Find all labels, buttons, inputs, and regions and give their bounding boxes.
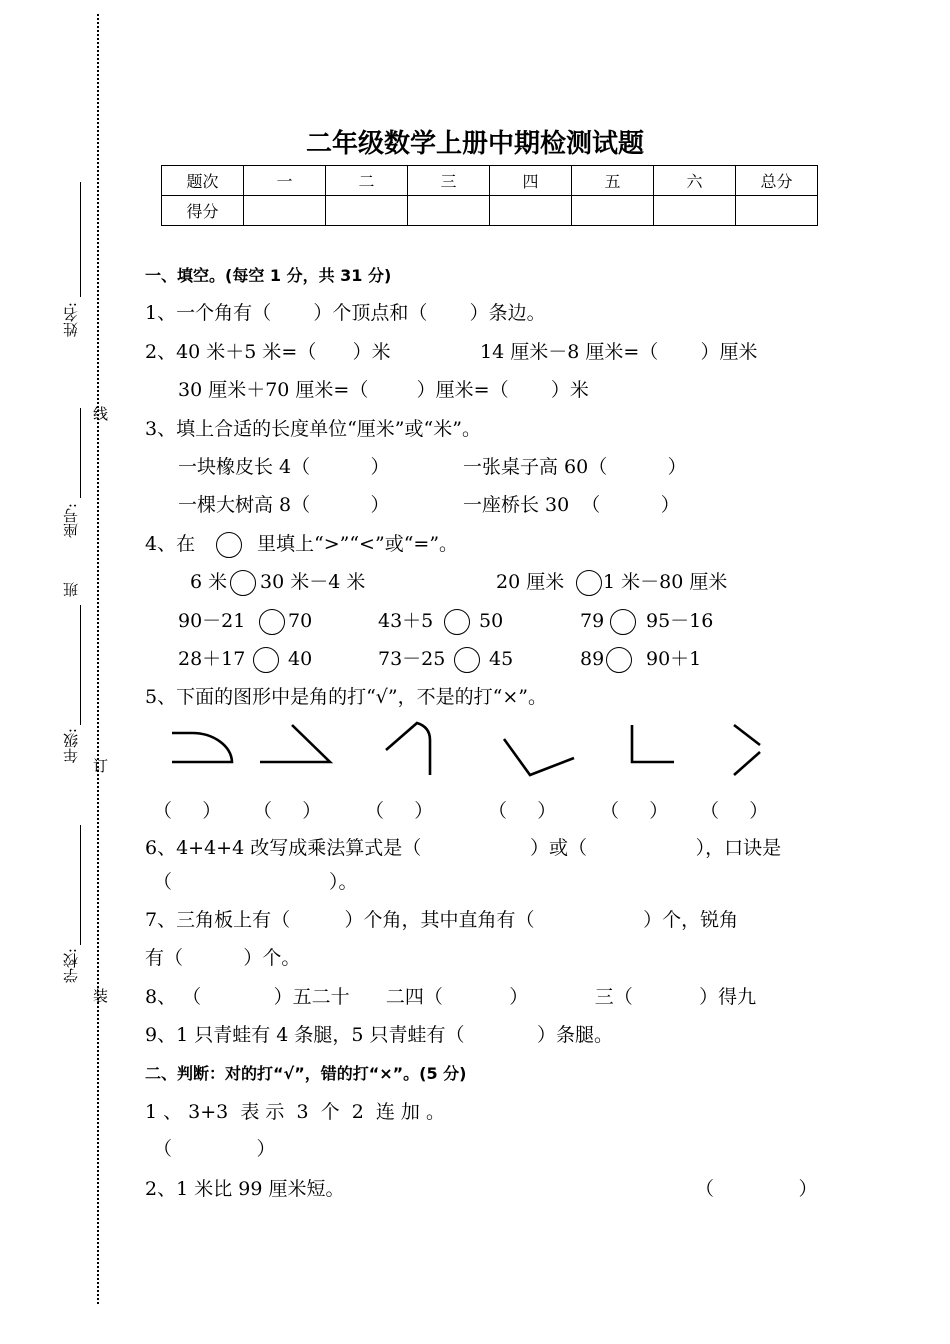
compare-left: 6 米 xyxy=(190,571,228,593)
score-cell[interactable] xyxy=(654,196,736,226)
question-4-suffix: 里填上“>”“<”或“=”。 xyxy=(257,533,459,555)
figure-right-angle-shape xyxy=(632,725,674,762)
section-1-heading: 一、填空。(每空 1 分，共 31 分) xyxy=(145,266,392,285)
question-3a: 一块橡皮长 4（ ） xyxy=(178,456,390,478)
table-header-cell: 六 xyxy=(654,166,736,196)
answer-blank[interactable]: （ ） xyxy=(253,800,322,822)
answer-blank[interactable]: （ ） xyxy=(695,1178,818,1200)
question-2a: 2、40 米＋5 米=（ ）米 xyxy=(145,341,391,363)
figure-angle-shape xyxy=(260,725,330,762)
page-title: 二年级数学上册中期检测试题 xyxy=(305,129,644,159)
figure-angle-shape xyxy=(504,739,574,775)
question-5: 5、下面的图形中是角的打“√”，不是的打“×”。 xyxy=(145,686,547,708)
binding-mark-ding: 订 xyxy=(91,758,109,773)
compare-circle[interactable] xyxy=(253,647,279,673)
compare-right: 90＋1 xyxy=(646,648,702,670)
compare-right: 50 xyxy=(479,610,504,632)
compare-circle[interactable] xyxy=(259,609,285,635)
score-cell[interactable] xyxy=(572,196,654,226)
table-header-cell: 五 xyxy=(572,166,654,196)
figure-arc-shape xyxy=(172,733,232,762)
compare-circle[interactable] xyxy=(230,570,256,596)
school-label: 学校: xyxy=(62,948,80,984)
table-row-label: 得分 xyxy=(162,196,244,226)
compare-left: 79 xyxy=(580,610,605,632)
compare-right: 30 米－4 米 xyxy=(260,571,366,593)
question-9: 9、1 只青蛙有 4 条腿，5 只青蛙有（ ）条腿。 xyxy=(145,1024,613,1046)
compare-left: 73－25 xyxy=(378,648,446,670)
compare-right: 45 xyxy=(489,648,514,670)
angle-figures xyxy=(160,715,780,785)
question-3c: 一棵大树高 8（ ） xyxy=(178,494,390,516)
answer-blank[interactable]: （ ） xyxy=(600,800,669,822)
compare-right: 70 xyxy=(288,610,313,632)
answer-blank[interactable]: （ ） xyxy=(700,800,769,822)
question-2b: 14 厘米－8 厘米=（ ）厘米 xyxy=(480,341,758,363)
question-7: 7、三角板上有（ ）个角，其中直角有（ ）个，锐角 xyxy=(145,909,739,931)
seat-label: 座号: xyxy=(62,503,80,539)
question-2c: 30 厘米＋70 厘米=（ ）厘米=（ ）米 xyxy=(178,379,589,401)
score-table xyxy=(161,165,818,226)
score-cell[interactable] xyxy=(326,196,408,226)
grade-label: 年级: xyxy=(62,728,80,764)
score-cell[interactable] xyxy=(244,196,326,226)
seat-line xyxy=(80,408,81,498)
question-6: 6、4+4+4 改写成乘法算式是（ ）或（ ），口诀是 xyxy=(145,837,782,859)
table-header-cell: 题次 xyxy=(162,166,244,196)
question-8: 8、 （ ）五二十 二四（ ） 三（ ）得九 xyxy=(145,986,757,1008)
compare-right: 1 米－80 厘米 xyxy=(603,571,728,593)
compare-left: 89 xyxy=(580,648,605,670)
compare-left: 43＋5 xyxy=(378,610,434,632)
table-header-cell: 总分 xyxy=(736,166,818,196)
compare-circle[interactable] xyxy=(576,570,602,596)
name-line xyxy=(80,182,81,297)
compare-left: 90－21 xyxy=(178,610,246,632)
answer-blank[interactable]: （ ） xyxy=(365,800,434,822)
circle-symbol-icon xyxy=(216,532,242,558)
question-3d: 一座桥长 30 （ ） xyxy=(463,494,680,516)
binding-mark-zhuang: 装 xyxy=(91,988,109,1003)
class-label: 班 xyxy=(62,582,80,597)
binding-dotted-line xyxy=(97,14,99,1304)
judge-question-2: 2、1 米比 99 厘米短。 xyxy=(145,1178,345,1200)
compare-circle[interactable] xyxy=(454,647,480,673)
answer-blank[interactable]: （ ） xyxy=(153,800,222,822)
answer-blank[interactable]: （ ） xyxy=(153,1138,276,1160)
binding-mark-xian: 线 xyxy=(91,406,109,421)
judge-question-1: 1 、 3+3 表 示 3 个 2 连 加 。 xyxy=(145,1101,445,1123)
section-2-heading: 二、判断：对的打“√”，错的打“×”。(5 分) xyxy=(145,1064,467,1083)
compare-left: 20 厘米 xyxy=(496,571,565,593)
compare-circle[interactable] xyxy=(606,647,632,673)
compare-left: 28＋17 xyxy=(178,648,246,670)
question-6-continued: （ ）。 xyxy=(153,871,358,893)
score-table-score-row xyxy=(162,196,818,226)
question-3b: 一张桌子高 60（ ） xyxy=(463,456,687,478)
table-header-cell: 二 xyxy=(326,166,408,196)
table-header-cell: 三 xyxy=(408,166,490,196)
answer-blank[interactable]: （ ） xyxy=(488,800,557,822)
school-line xyxy=(80,825,81,945)
figure-curved-angle-shape xyxy=(386,723,430,775)
question-4-prefix: 4、在 xyxy=(145,533,196,555)
table-header-cell: 四 xyxy=(490,166,572,196)
question-7-continued: 有（ ）个。 xyxy=(145,947,301,969)
name-label: 姓名: xyxy=(62,302,80,338)
question-3: 3、填上合适的长度单位“厘米”或“米”。 xyxy=(145,418,481,440)
compare-circle[interactable] xyxy=(610,609,636,635)
score-cell[interactable] xyxy=(490,196,572,226)
score-table-header-row xyxy=(162,166,818,196)
compare-right: 95－16 xyxy=(646,610,714,632)
question-1: 1、一个角有（ ）个顶点和（ ）条边。 xyxy=(145,302,546,324)
table-header-cell: 一 xyxy=(244,166,326,196)
compare-circle[interactable] xyxy=(444,609,470,635)
compare-right: 40 xyxy=(288,648,313,670)
figure-open-lines-shape xyxy=(734,725,760,775)
score-cell[interactable] xyxy=(408,196,490,226)
grade-line xyxy=(80,605,81,725)
score-cell[interactable] xyxy=(736,196,818,226)
